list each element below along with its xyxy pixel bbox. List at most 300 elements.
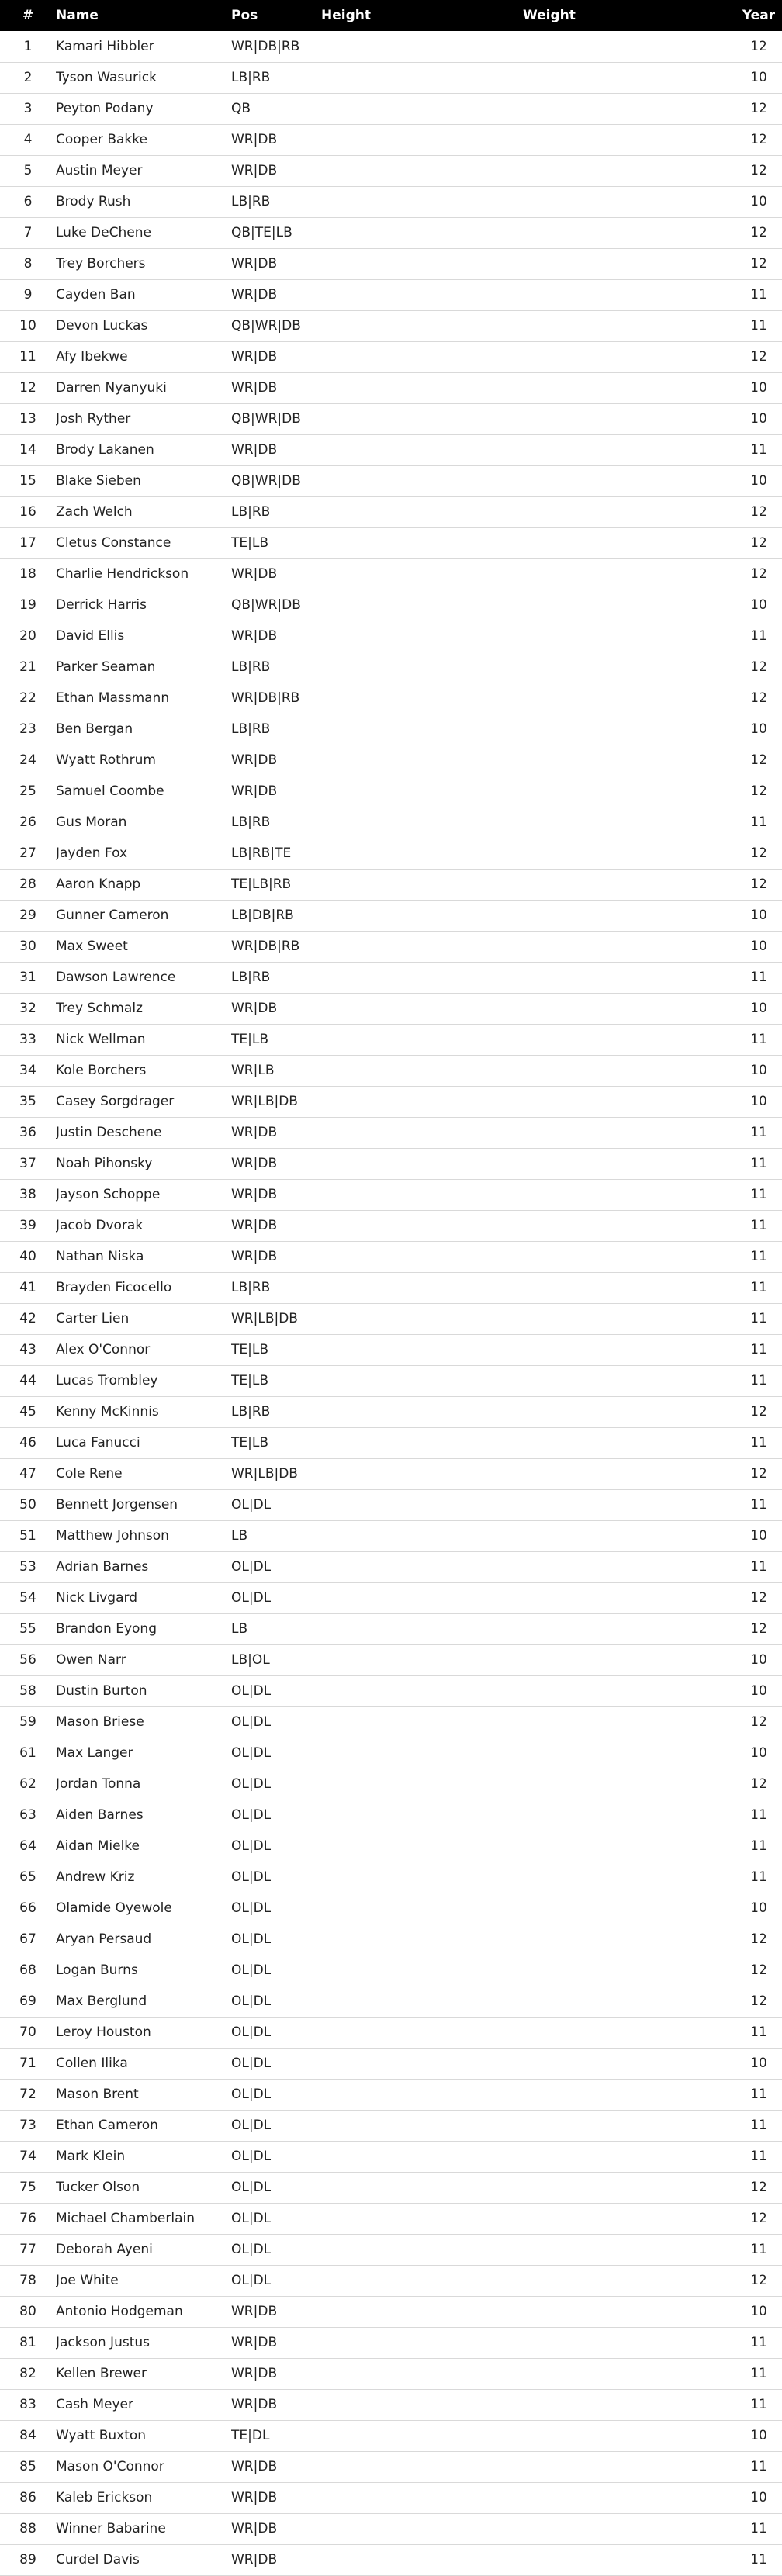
player-number: 68 (0, 1955, 56, 1986)
player-position: WR|DB (231, 124, 321, 155)
table-row (0, 1272, 782, 1303)
player-position: LB|RB (231, 496, 321, 527)
player-height (321, 1117, 523, 1148)
player-position: WR|DB (231, 745, 321, 776)
player-weight (523, 652, 735, 683)
player-weight (523, 2327, 735, 2358)
player-height (321, 1055, 523, 1086)
player-number: 33 (0, 1024, 56, 1055)
header-weight[interactable]: Weight (523, 0, 735, 31)
player-name: Cole Rene (56, 1458, 231, 1489)
player-number: 63 (0, 1800, 56, 1831)
table-row (0, 155, 782, 186)
player-name: Brody Lakanen (56, 434, 231, 465)
player-height (321, 1520, 523, 1551)
player-number: 75 (0, 2172, 56, 2203)
player-name: Samuel Coombe (56, 776, 231, 807)
table-row (0, 1613, 782, 1644)
player-height (321, 1489, 523, 1520)
player-year: 11 (735, 2234, 782, 2265)
player-number: 24 (0, 745, 56, 776)
player-height (321, 1396, 523, 1427)
player-position: WR|DB (231, 1210, 321, 1241)
header-position[interactable]: Pos (231, 0, 321, 31)
player-name: Cayden Ban (56, 279, 231, 310)
player-name: Nick Wellman (56, 1024, 231, 1055)
player-height (321, 590, 523, 621)
player-name: Leroy Houston (56, 2017, 231, 2048)
header-name[interactable]: Name (56, 0, 231, 31)
player-year: 11 (735, 434, 782, 465)
player-year: 12 (735, 745, 782, 776)
player-name: Kole Borchers (56, 1055, 231, 1086)
player-height (321, 1458, 523, 1489)
player-name: Josh Ryther (56, 403, 231, 434)
player-number: 82 (0, 2358, 56, 2389)
player-name: Ethan Massmann (56, 683, 231, 714)
player-position: LB|RB (231, 186, 321, 217)
player-position: QB|WR|DB (231, 403, 321, 434)
player-height (321, 1893, 523, 1924)
player-position: OL|DL (231, 1675, 321, 1706)
player-height (321, 1955, 523, 1986)
player-name: Casey Sorgdrager (56, 1086, 231, 1117)
table-row (0, 1086, 782, 1117)
table-row (0, 1396, 782, 1427)
player-position: WR|DB (231, 993, 321, 1024)
player-height (321, 1706, 523, 1738)
player-weight (523, 745, 735, 776)
player-number: 18 (0, 558, 56, 590)
table-row (0, 1303, 782, 1334)
header-height[interactable]: Height (321, 0, 523, 31)
player-year: 12 (735, 869, 782, 900)
player-weight (523, 1675, 735, 1706)
player-position: WR|DB (231, 2513, 321, 2544)
player-name: Brody Rush (56, 186, 231, 217)
player-name: Olamide Oyewole (56, 1893, 231, 1924)
player-number: 51 (0, 1520, 56, 1551)
player-year: 10 (735, 714, 782, 745)
player-name: Darren Nyanyuki (56, 372, 231, 403)
player-weight (523, 1365, 735, 1396)
player-year: 12 (735, 558, 782, 590)
player-weight (523, 2265, 735, 2296)
table-row (0, 2358, 782, 2389)
player-number: 88 (0, 2513, 56, 2544)
player-height (321, 1086, 523, 1117)
table-row (0, 279, 782, 310)
player-position: QB (231, 93, 321, 124)
table-row (0, 1644, 782, 1675)
table-row (0, 900, 782, 931)
player-height (321, 434, 523, 465)
player-weight (523, 403, 735, 434)
player-number: 3 (0, 93, 56, 124)
table-row (0, 1241, 782, 1272)
player-number: 78 (0, 2265, 56, 2296)
player-year: 11 (735, 2141, 782, 2172)
player-name: Nathan Niska (56, 1241, 231, 1272)
player-position: WR|DB (231, 434, 321, 465)
table-row (0, 2234, 782, 2265)
table-row (0, 527, 782, 558)
player-position: WR|DB (231, 1117, 321, 1148)
player-position: TE|LB (231, 1427, 321, 1458)
player-weight (523, 683, 735, 714)
player-weight (523, 1241, 735, 1272)
player-year: 10 (735, 1086, 782, 1117)
player-position: WR|DB (231, 248, 321, 279)
player-position: WR|DB (231, 279, 321, 310)
table-row (0, 217, 782, 248)
table-row (0, 1769, 782, 1800)
player-height (321, 527, 523, 558)
player-name: Deborah Ayeni (56, 2234, 231, 2265)
player-weight (523, 621, 735, 652)
player-year: 11 (735, 962, 782, 993)
player-weight (523, 1986, 735, 2017)
player-position: OL|DL (231, 1489, 321, 1520)
roster-header (0, 0, 782, 31)
player-number: 36 (0, 1117, 56, 1148)
player-number: 45 (0, 1396, 56, 1427)
player-position: OL|DL (231, 1582, 321, 1613)
player-number: 15 (0, 465, 56, 496)
player-year: 11 (735, 1365, 782, 1396)
player-position: OL|DL (231, 1955, 321, 1986)
player-weight (523, 1924, 735, 1955)
player-weight (523, 558, 735, 590)
player-year: 10 (735, 1644, 782, 1675)
player-name: Jackson Justus (56, 2327, 231, 2358)
player-height (321, 2203, 523, 2234)
player-name: David Ellis (56, 621, 231, 652)
player-name: Wyatt Rothrum (56, 745, 231, 776)
player-number: 56 (0, 1644, 56, 1675)
table-row (0, 869, 782, 900)
player-height (321, 62, 523, 93)
player-weight (523, 838, 735, 869)
table-row (0, 2482, 782, 2513)
table-row (0, 496, 782, 527)
player-name: Antonio Hodgeman (56, 2296, 231, 2327)
player-name: Charlie Hendrickson (56, 558, 231, 590)
player-year: 10 (735, 62, 782, 93)
player-height (321, 2048, 523, 2079)
player-year: 10 (735, 931, 782, 962)
table-row (0, 1365, 782, 1396)
player-weight (523, 310, 735, 341)
player-name: Luke DeChene (56, 217, 231, 248)
player-name: Michael Chamberlain (56, 2203, 231, 2234)
player-number: 17 (0, 527, 56, 558)
player-weight (523, 2482, 735, 2513)
player-year: 12 (735, 93, 782, 124)
player-height (321, 2234, 523, 2265)
player-height (321, 2110, 523, 2141)
table-row (0, 993, 782, 1024)
player-weight (523, 714, 735, 745)
player-weight (523, 1458, 735, 1489)
player-name: Justin Deschene (56, 1117, 231, 1148)
player-year: 12 (735, 838, 782, 869)
player-year: 11 (735, 1024, 782, 1055)
header-year[interactable]: Year (735, 0, 782, 31)
player-number: 39 (0, 1210, 56, 1241)
player-height (321, 2141, 523, 2172)
player-weight (523, 1179, 735, 1210)
player-weight (523, 1272, 735, 1303)
player-height (321, 807, 523, 838)
player-weight (523, 993, 735, 1024)
player-name: Kaleb Erickson (56, 2482, 231, 2513)
player-name: Cletus Constance (56, 527, 231, 558)
player-number: 70 (0, 2017, 56, 2048)
player-position: OL|DL (231, 1769, 321, 1800)
player-height (321, 217, 523, 248)
table-row (0, 962, 782, 993)
table-row (0, 807, 782, 838)
player-year: 11 (735, 1800, 782, 1831)
player-weight (523, 248, 735, 279)
player-height (321, 1582, 523, 1613)
table-row (0, 652, 782, 683)
player-weight (523, 1334, 735, 1365)
player-weight (523, 2048, 735, 2079)
player-position: WR|DB (231, 2451, 321, 2482)
player-year: 12 (735, 341, 782, 372)
player-weight (523, 1427, 735, 1458)
player-year: 12 (735, 1955, 782, 1986)
player-position: OL|DL (231, 1738, 321, 1769)
player-weight (523, 1613, 735, 1644)
player-year: 10 (735, 993, 782, 1024)
player-position: WR|DB (231, 2358, 321, 2389)
player-year: 10 (735, 1520, 782, 1551)
table-row (0, 2451, 782, 2482)
player-height (321, 1272, 523, 1303)
player-height (321, 683, 523, 714)
player-weight (523, 1117, 735, 1148)
table-row (0, 1489, 782, 1520)
player-year: 11 (735, 2544, 782, 2575)
player-height (321, 124, 523, 155)
player-weight (523, 1769, 735, 1800)
player-number: 37 (0, 1148, 56, 1179)
player-number: 38 (0, 1179, 56, 1210)
player-position: LB|RB (231, 714, 321, 745)
player-number: 34 (0, 1055, 56, 1086)
player-position: LB|RB (231, 62, 321, 93)
player-name: Jayden Fox (56, 838, 231, 869)
player-year: 10 (735, 2420, 782, 2451)
player-name: Cooper Bakke (56, 124, 231, 155)
table-row (0, 2327, 782, 2358)
player-year: 10 (735, 900, 782, 931)
player-name: Aidan Mielke (56, 1831, 231, 1862)
player-year: 12 (735, 496, 782, 527)
player-year: 10 (735, 1675, 782, 1706)
player-position: WR|DB (231, 558, 321, 590)
player-position: LB (231, 1520, 321, 1551)
player-position: OL|DL (231, 1831, 321, 1862)
player-name: Winner Babarine (56, 2513, 231, 2544)
player-weight (523, 2544, 735, 2575)
player-height (321, 310, 523, 341)
player-number: 53 (0, 1551, 56, 1582)
player-name: Dawson Lawrence (56, 962, 231, 993)
player-year: 12 (735, 1769, 782, 1800)
player-name: Parker Seaman (56, 652, 231, 683)
player-weight (523, 776, 735, 807)
player-position: LB|RB|TE (231, 838, 321, 869)
player-position: LB|RB (231, 1272, 321, 1303)
player-number: 27 (0, 838, 56, 869)
player-year: 11 (735, 1334, 782, 1365)
header-number[interactable]: # (0, 0, 56, 31)
player-year: 12 (735, 1396, 782, 1427)
player-year: 11 (735, 1117, 782, 1148)
player-number: 30 (0, 931, 56, 962)
player-position: OL|DL (231, 1986, 321, 2017)
player-number: 28 (0, 869, 56, 900)
player-year: 11 (735, 2513, 782, 2544)
player-height (321, 714, 523, 745)
player-name: Max Berglund (56, 1986, 231, 2017)
player-number: 43 (0, 1334, 56, 1365)
player-height (321, 2296, 523, 2327)
player-number: 71 (0, 2048, 56, 2079)
player-name: Ben Bergan (56, 714, 231, 745)
player-number: 67 (0, 1924, 56, 1955)
player-position: WR|DB (231, 2389, 321, 2420)
player-height (321, 1862, 523, 1893)
player-year: 11 (735, 1272, 782, 1303)
player-number: 83 (0, 2389, 56, 2420)
player-height (321, 2451, 523, 2482)
player-number: 25 (0, 776, 56, 807)
player-weight (523, 1520, 735, 1551)
player-weight (523, 2017, 735, 2048)
player-number: 35 (0, 1086, 56, 1117)
player-number: 13 (0, 403, 56, 434)
table-row (0, 124, 782, 155)
player-name: Trey Schmalz (56, 993, 231, 1024)
table-row (0, 434, 782, 465)
player-position: OL|DL (231, 2203, 321, 2234)
table-row (0, 590, 782, 621)
player-position: WR|LB (231, 1055, 321, 1086)
player-weight (523, 124, 735, 155)
player-weight (523, 1800, 735, 1831)
table-row (0, 1427, 782, 1458)
player-name: Matthew Johnson (56, 1520, 231, 1551)
player-number: 84 (0, 2420, 56, 2451)
player-position: OL|DL (231, 2048, 321, 2079)
player-weight (523, 1551, 735, 1582)
player-year: 12 (735, 2203, 782, 2234)
table-row (0, 2079, 782, 2110)
player-position: OL|DL (231, 1862, 321, 1893)
player-height (321, 1148, 523, 1179)
player-name: Bennett Jorgensen (56, 1489, 231, 1520)
player-year: 11 (735, 2327, 782, 2358)
player-weight (523, 2110, 735, 2141)
player-year: 12 (735, 248, 782, 279)
player-number: 64 (0, 1831, 56, 1862)
player-number: 21 (0, 652, 56, 683)
player-name: Curdel Davis (56, 2544, 231, 2575)
player-name: Max Sweet (56, 931, 231, 962)
table-row (0, 2265, 782, 2296)
player-year: 11 (735, 1831, 782, 1862)
player-name: Mason Brent (56, 2079, 231, 2110)
player-position: QB|WR|DB (231, 465, 321, 496)
player-height (321, 1613, 523, 1644)
table-row (0, 1738, 782, 1769)
table-row (0, 1179, 782, 1210)
table-row (0, 621, 782, 652)
player-height (321, 465, 523, 496)
player-year: 12 (735, 1986, 782, 2017)
table-row (0, 1148, 782, 1179)
player-position: WR|DB (231, 1179, 321, 1210)
player-weight (523, 2234, 735, 2265)
player-year: 12 (735, 2172, 782, 2203)
table-row (0, 1893, 782, 1924)
player-name: Jayson Schoppe (56, 1179, 231, 1210)
roster-body (0, 31, 782, 2575)
player-number: 20 (0, 621, 56, 652)
player-number: 73 (0, 2110, 56, 2141)
player-position: WR|DB (231, 621, 321, 652)
player-weight (523, 434, 735, 465)
player-name: Mark Klein (56, 2141, 231, 2172)
player-name: Kamari Hibbler (56, 31, 231, 62)
player-height (321, 1831, 523, 1862)
player-weight (523, 31, 735, 62)
player-height (321, 496, 523, 527)
table-row (0, 372, 782, 403)
player-position: WR|DB (231, 776, 321, 807)
player-name: Brayden Ficocello (56, 1272, 231, 1303)
table-row (0, 1955, 782, 1986)
table-row (0, 1210, 782, 1241)
player-year: 11 (735, 2358, 782, 2389)
player-number: 8 (0, 248, 56, 279)
player-number: 62 (0, 1769, 56, 1800)
player-number: 69 (0, 1986, 56, 2017)
player-weight (523, 931, 735, 962)
player-year: 12 (735, 217, 782, 248)
player-weight (523, 2451, 735, 2482)
table-row (0, 1117, 782, 1148)
player-weight (523, 93, 735, 124)
player-number: 19 (0, 590, 56, 621)
player-height (321, 248, 523, 279)
player-position: TE|LB (231, 527, 321, 558)
player-number: 23 (0, 714, 56, 745)
player-position: WR|DB|RB (231, 683, 321, 714)
player-name: Blake Sieben (56, 465, 231, 496)
player-number: 50 (0, 1489, 56, 1520)
player-position: WR|DB (231, 2544, 321, 2575)
player-position: OL|DL (231, 1551, 321, 1582)
table-row (0, 186, 782, 217)
player-number: 46 (0, 1427, 56, 1458)
player-year: 11 (735, 279, 782, 310)
